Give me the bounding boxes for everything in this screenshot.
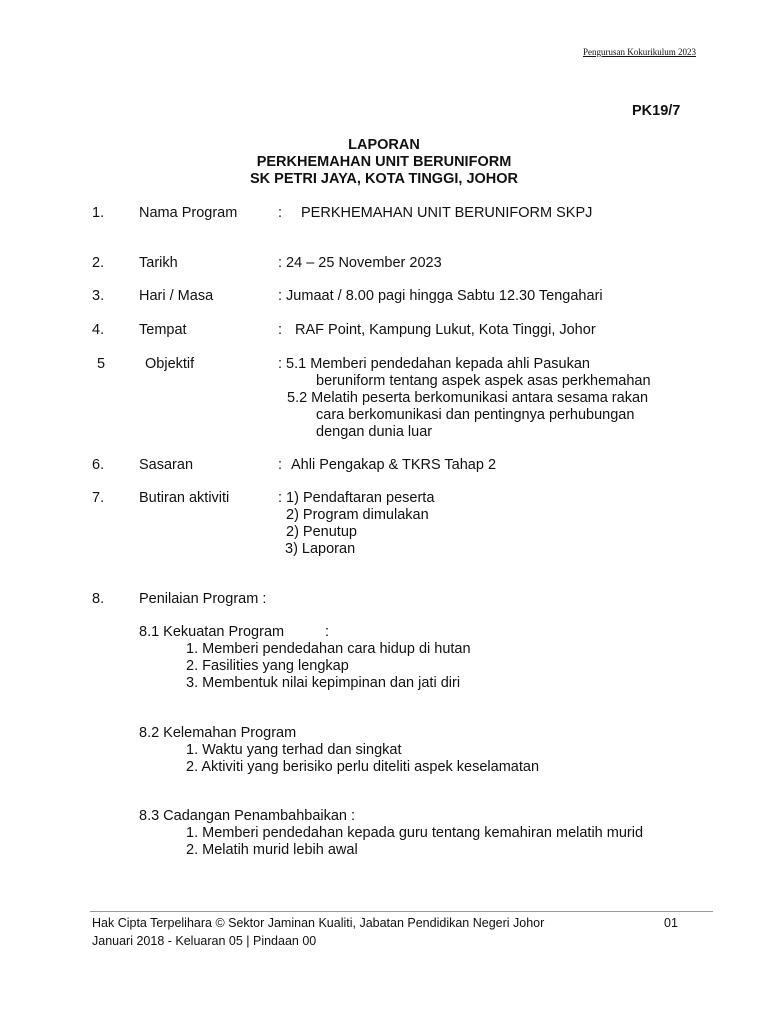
objective-line: beruniform tentang aspek aspek asas perkhemahan bbox=[316, 373, 651, 389]
item-number: 5 bbox=[97, 356, 106, 372]
item-label: Nama Program bbox=[139, 205, 238, 221]
objective-line: dengan dunia luar bbox=[316, 424, 433, 440]
item-number: 7. bbox=[92, 490, 105, 506]
item-label: Penilaian Program : bbox=[139, 591, 267, 607]
item-label: Tarikh bbox=[139, 255, 178, 271]
activity-line: 2) Program dimulakan bbox=[286, 507, 429, 523]
objective-line: 5.2 Melatih peserta berkomunikasi antara sesama rakan bbox=[287, 390, 649, 406]
report-title: LAPORAN bbox=[348, 137, 420, 153]
item-separator: : bbox=[325, 624, 330, 640]
item-label: Tempat bbox=[139, 322, 187, 338]
suggestions-heading: 8.3 Cadangan Penambahbaikan : bbox=[139, 808, 356, 824]
target-value: Ahli Pengakap & TKRS Tahap 2 bbox=[291, 457, 497, 473]
school-name: SK PETRI JAYA, KOTA TINGGI, JOHOR bbox=[249, 171, 519, 187]
item-number: 3. bbox=[92, 288, 105, 304]
report-subtitle: PERKHEMAHAN UNIT BERUNIFORM bbox=[256, 154, 512, 170]
item-number: 2. bbox=[92, 255, 105, 271]
list-item: 1. Waktu yang terhad dan singkat bbox=[186, 742, 402, 758]
list-item: 2. Melatih murid lebih awal bbox=[186, 842, 358, 858]
item-separator: : bbox=[278, 457, 283, 473]
weaknesses-heading: 8.2 Kelemahan Program bbox=[139, 725, 297, 741]
running-header: Pengurusan Kokurikulum 2023 bbox=[583, 47, 696, 57]
list-item: 2. Aktiviti yang berisiko perlu diteliti aspek keselamatan bbox=[186, 759, 540, 775]
activity-line: 2) Penutup bbox=[286, 524, 357, 540]
item-label: Objektif bbox=[145, 356, 195, 372]
activity-line: 3) Laporan bbox=[285, 541, 356, 557]
footer-divider bbox=[90, 911, 713, 912]
item-label: Sasaran bbox=[139, 457, 194, 473]
objective-line: cara berkomunikasi dan pentingnya perhubungan bbox=[316, 407, 635, 423]
item-separator: : bbox=[278, 322, 283, 338]
date-value: : 24 – 25 November 2023 bbox=[278, 255, 442, 271]
day-time-value: : Jumaat / 8.00 pagi hingga Sabtu 12.30 Tengahari bbox=[278, 288, 603, 304]
activity-line: : 1) Pendaftaran peserta bbox=[278, 490, 435, 506]
program-name-value: PERKHEMAHAN UNIT BERUNIFORM SKPJ bbox=[301, 205, 593, 221]
page-number: 01 bbox=[664, 916, 678, 930]
list-item: 3. Membentuk nilai kepimpinan dan jati diri bbox=[186, 675, 461, 691]
item-number: 6. bbox=[92, 457, 105, 473]
item-number: 1. bbox=[92, 205, 105, 221]
list-item: 1. Memberi pendedahan cara hidup di hutan bbox=[186, 641, 471, 657]
list-item: 2. Fasilities yang lengkap bbox=[186, 658, 349, 674]
item-separator: : bbox=[278, 205, 283, 221]
form-code: PK19/7 bbox=[632, 103, 681, 119]
footer-edition: Januari 2018 - Keluaran 05 | Pindaan 00 bbox=[92, 934, 317, 948]
list-item: 1. Memberi pendedahan kepada guru tentang kemahiran melatih murid bbox=[186, 825, 644, 841]
item-label: Hari / Masa bbox=[139, 288, 214, 304]
item-number: 8. bbox=[92, 591, 105, 607]
strengths-heading: 8.1 Kekuatan Program bbox=[139, 624, 285, 640]
footer-copyright: Hak Cipta Terpelihara © Sektor Jaminan Kualiti, Jabatan Pendidikan Negeri Johor bbox=[92, 916, 545, 930]
item-label: Butiran aktiviti bbox=[139, 490, 230, 506]
item-number: 4. bbox=[92, 322, 105, 338]
objective-line: : 5.1 Memberi pendedahan kepada ahli Pasukan bbox=[278, 356, 590, 372]
venue-value: RAF Point, Kampung Lukut, Kota Tinggi, Johor bbox=[295, 322, 596, 338]
